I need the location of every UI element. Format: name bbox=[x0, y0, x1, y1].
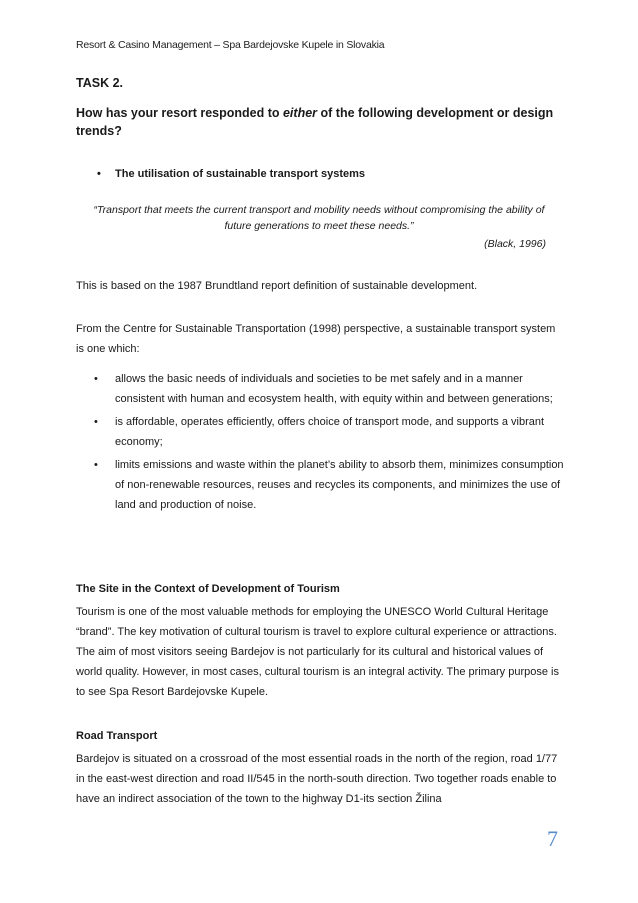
list-item bbox=[94, 412, 564, 452]
page-number: 7 bbox=[547, 826, 558, 851]
list-item bbox=[94, 455, 564, 515]
criteria-list bbox=[94, 369, 564, 518]
road-section-title: Road Transport bbox=[76, 730, 158, 742]
question-text-start: How has your resort responded to bbox=[76, 106, 283, 120]
list-item-text: is affordable, operates efficiently, offers choice of transport mode, and supports a vibrant economy; bbox=[115, 416, 545, 448]
brundtland-paragraph: This is based on the 1987 Brundtland report definition of sustainable development. bbox=[76, 280, 478, 292]
question-emphasis: either bbox=[282, 106, 318, 120]
bullet-icon: • bbox=[94, 459, 98, 471]
list-item bbox=[94, 369, 564, 409]
site-section-body: Tourism is one of the most valuable methods for employing the UNESCO World Cultural Heritage “brand”. The key motivation of cultural tourism is travel to explore cultural experience or attractions. The aim of most visitors seeing Bardejov is not particularly for its cultural and historical values of world quality. However, in most cases, cultural tourism is an integral activity. The primary purpose is to see Spa Resort Bardejovske Kupele. bbox=[76, 606, 559, 698]
task-question bbox=[76, 104, 556, 140]
list-item-text: limits emissions and waste within the planet’s ability to absorb them, minimizes consumption of non-renewable resources, reuses and recycles its components, and minimizes the use of land and production of noise. bbox=[115, 459, 564, 511]
quote-citation: (Black, 1996) bbox=[484, 238, 546, 250]
bullet-icon: • bbox=[97, 168, 101, 180]
task-title: TASK 2. bbox=[76, 76, 123, 90]
topic-heading-text: The utilisation of sustainable transport systems bbox=[115, 168, 365, 180]
definition-quote: “Transport that meets the current transport and mobility needs without compromising the ability of future generations to meet these needs.” bbox=[93, 204, 545, 232]
list-item-text: allows the basic needs of individuals and societies to be met safely and in a manner consistent with human and ecosystem health, with equity within and between generations; bbox=[115, 373, 553, 405]
site-section-title: The Site in the Context of Development of Tourism bbox=[76, 583, 340, 595]
bullet-icon: • bbox=[94, 373, 98, 385]
running-header: Resort & Casino Management – Spa Bardejovske Kupele in Slovakia bbox=[76, 39, 385, 51]
road-section-body: Bardejov is situated on a crossroad of the most essential roads in the north of the region, road 1/77 in the east-west direction and road II/545 in the north-south direction. Two together roads enable to have an indirect association of the town to the highway D1-its section Žilina bbox=[76, 753, 558, 805]
question-text-end: of the following development or design trends? bbox=[76, 106, 554, 138]
bullet-icon: • bbox=[94, 416, 98, 428]
topic-heading bbox=[97, 168, 365, 180]
centre-paragraph: From the Centre for Sustainable Transportation (1998) perspective, a sustainable transport system is one which: bbox=[76, 323, 556, 355]
